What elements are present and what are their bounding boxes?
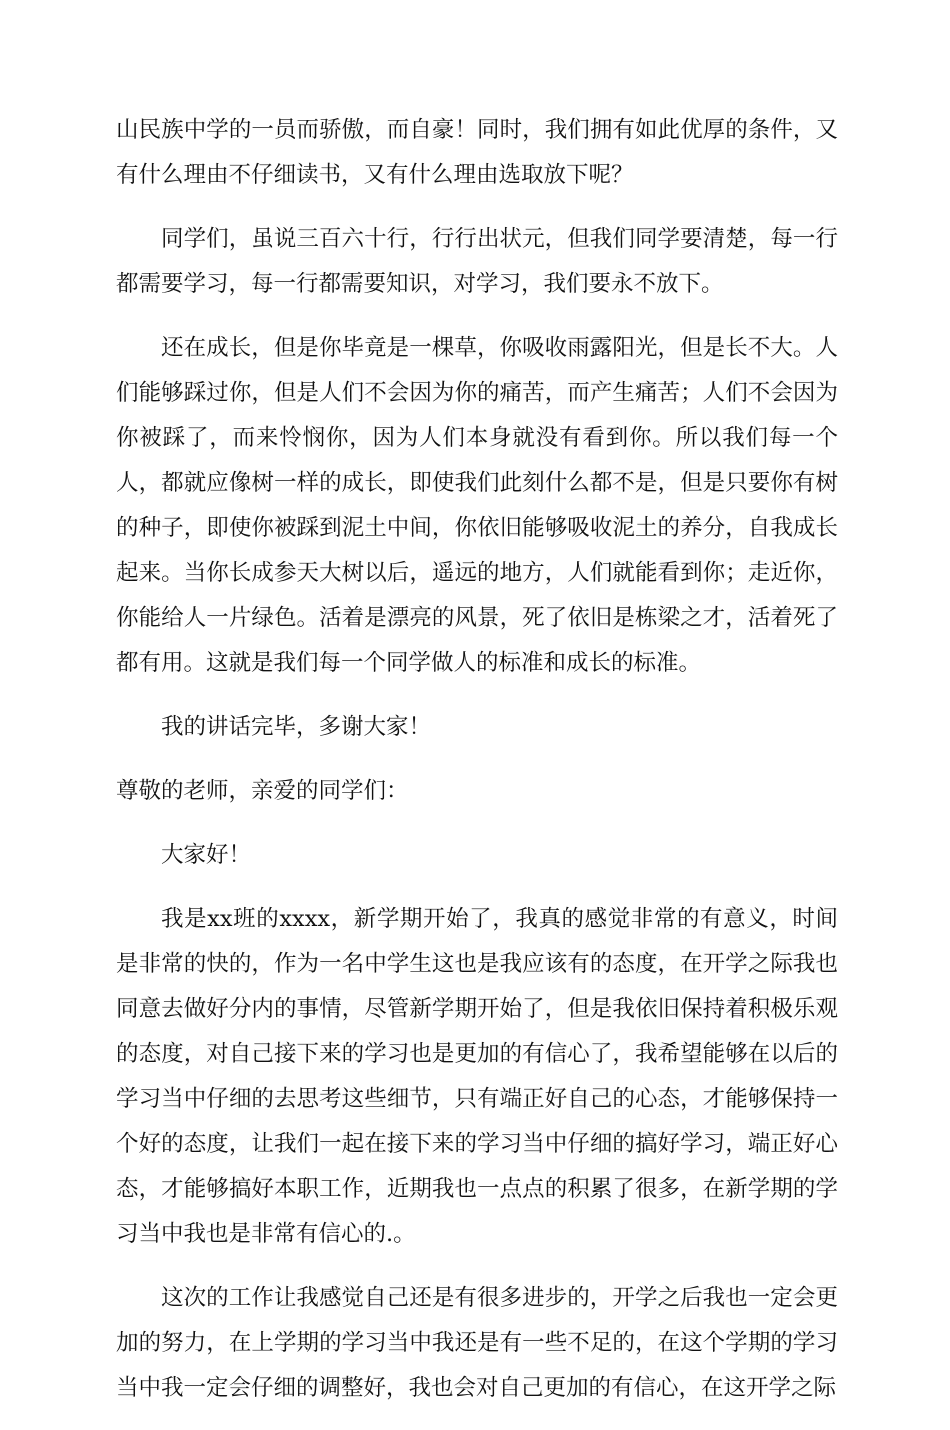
paragraph-7: 我是xx班的xxxx，新学期开始了，我真的感觉非常的有意义，时间是非常的快的，作为一名中学生这也是我应该有的态度，在开学之际我也同意去做好分内的事情，尽管新学期开始了，但是我依旧保持着积极乐观的态度，对自己接下来的学习也是更加的有信心了，我希望能够在以后的学习当中仔细的去思考这些细节，只有端正好自己的心态，才能够保持一个好的态度，让我们一起在接下来的学习当中仔细的搞好学习，端正好心态，才能够搞好本职工作，近期我也一点点的积累了很多，在新学期的学习当中我也是非常有信心的.。 [116, 906, 838, 1247]
paragraph-1: 山民族中学的一员而骄傲，而自豪！同时，我们拥有如此优厚的条件，又有什么理由不仔细读书，又有什么理由选取放下呢？ [116, 117, 838, 188]
document-body [116, 108, 838, 1430]
salutation: 尊敬的老师，亲爱的同学们： [116, 778, 409, 804]
greeting: 大家好！ [161, 842, 252, 868]
paragraph-closing: 我的讲话完毕，多谢大家！ [161, 714, 432, 740]
paragraph-8: 这次的工作让我感觉自己还是有很多进步的，开学之后我也一定会更加的努力，在上学期的学习当中我还是有一些不足的，在这个学期的学习当中我一定会仔细的调整好，我也会对自己更加的有信心，在这开学之际 [116, 1285, 838, 1401]
paragraph-2: 同学们，虽说三百六十行，行行出状元，但我们同学要清楚，每一行都需要学习，每一行都需要知识，对学习，我们要永不放下。 [116, 226, 838, 297]
paragraph-3: 还在成长，但是你毕竟是一棵草，你吸收雨露阳光，但是长不大。人们能够踩过你，但是人们不会因为你的痛苦，而产生痛苦；人们不会因为你被踩了，而来怜悯你，因为人们本身就没有看到你。所以我们每一个人，都就应像树一样的成长，即使我们此刻什么都不是，但是只要你有树的种子，即使你被踩到泥土中间，你依旧能够吸收泥土的养分，自我成长起来。当你长成参天大树以后，遥远的地方，人们就能看到你；走近你，你能给人一片绿色。活着是漂亮的风景，死了依旧是栋梁之才，活着死了都有用。这就是我们每一个同学做人的标准和成长的标准。 [116, 335, 838, 676]
